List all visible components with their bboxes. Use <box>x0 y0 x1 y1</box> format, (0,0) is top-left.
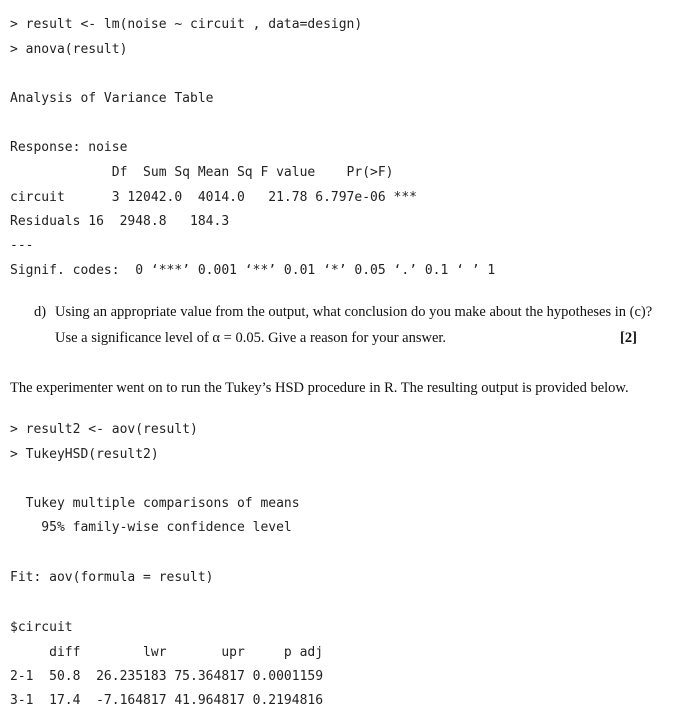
tukey-title-1: Tukey multiple comparisons of means <box>10 496 300 511</box>
tukey-fit: Fit: aov(formula = result) <box>10 570 214 585</box>
r-command-tukeyhsd: > TukeyHSD(result2) <box>10 447 159 462</box>
question-label: d) <box>34 304 47 320</box>
anova-header-row: Df Sum Sq Mean Sq F value Pr(>F) <box>10 165 425 180</box>
tukey-row: 3-1 17.4 -7.164817 41.964817 0.2194816 <box>10 693 324 708</box>
tukey-header-row: diff lwr upr p adj <box>10 645 324 660</box>
signif-codes: Signif. codes: 0 ‘***’ 0.001 ‘**’ 0.01 ‘*’ 0.05 ‘.’ 0.1 ‘ ’ 1 <box>10 263 496 278</box>
anova-separator: --- <box>10 238 34 253</box>
anova-row-residuals: Residuals 16 2948.8 184.3 <box>10 214 402 229</box>
anova-response: Response: noise <box>10 140 128 155</box>
r-command-lm: > result <- lm(noise ~ circuit , data=design) <box>10 17 363 32</box>
tukey-intro-paragraph: The experimenter went on to run the Tukey’s HSD procedure in R. The resulting output is provided below. <box>10 380 629 396</box>
anova-row-circuit: circuit 3 12042.0 4014.0 21.78 6.797e-06 *** <box>10 190 417 205</box>
tukey-section: $circuit <box>10 620 73 635</box>
r-command-anova: > anova(result) <box>10 42 128 57</box>
anova-table-title: Analysis of Variance Table <box>10 91 214 106</box>
question-line-2: Use a significance level of α = 0.05. Give a reason for your answer. <box>55 330 447 346</box>
question-line-1: Using an appropriate value from the output, what conclusion do you make about the hypotheses in (c)? <box>55 304 653 320</box>
tukey-row: 2-1 50.8 26.235183 75.364817 0.0001159 <box>10 669 324 684</box>
tukey-title-2: 95% family-wise confidence level <box>10 520 292 535</box>
question-marks: [2] <box>620 330 637 346</box>
r-command-aov: > result2 <- aov(result) <box>10 422 198 437</box>
